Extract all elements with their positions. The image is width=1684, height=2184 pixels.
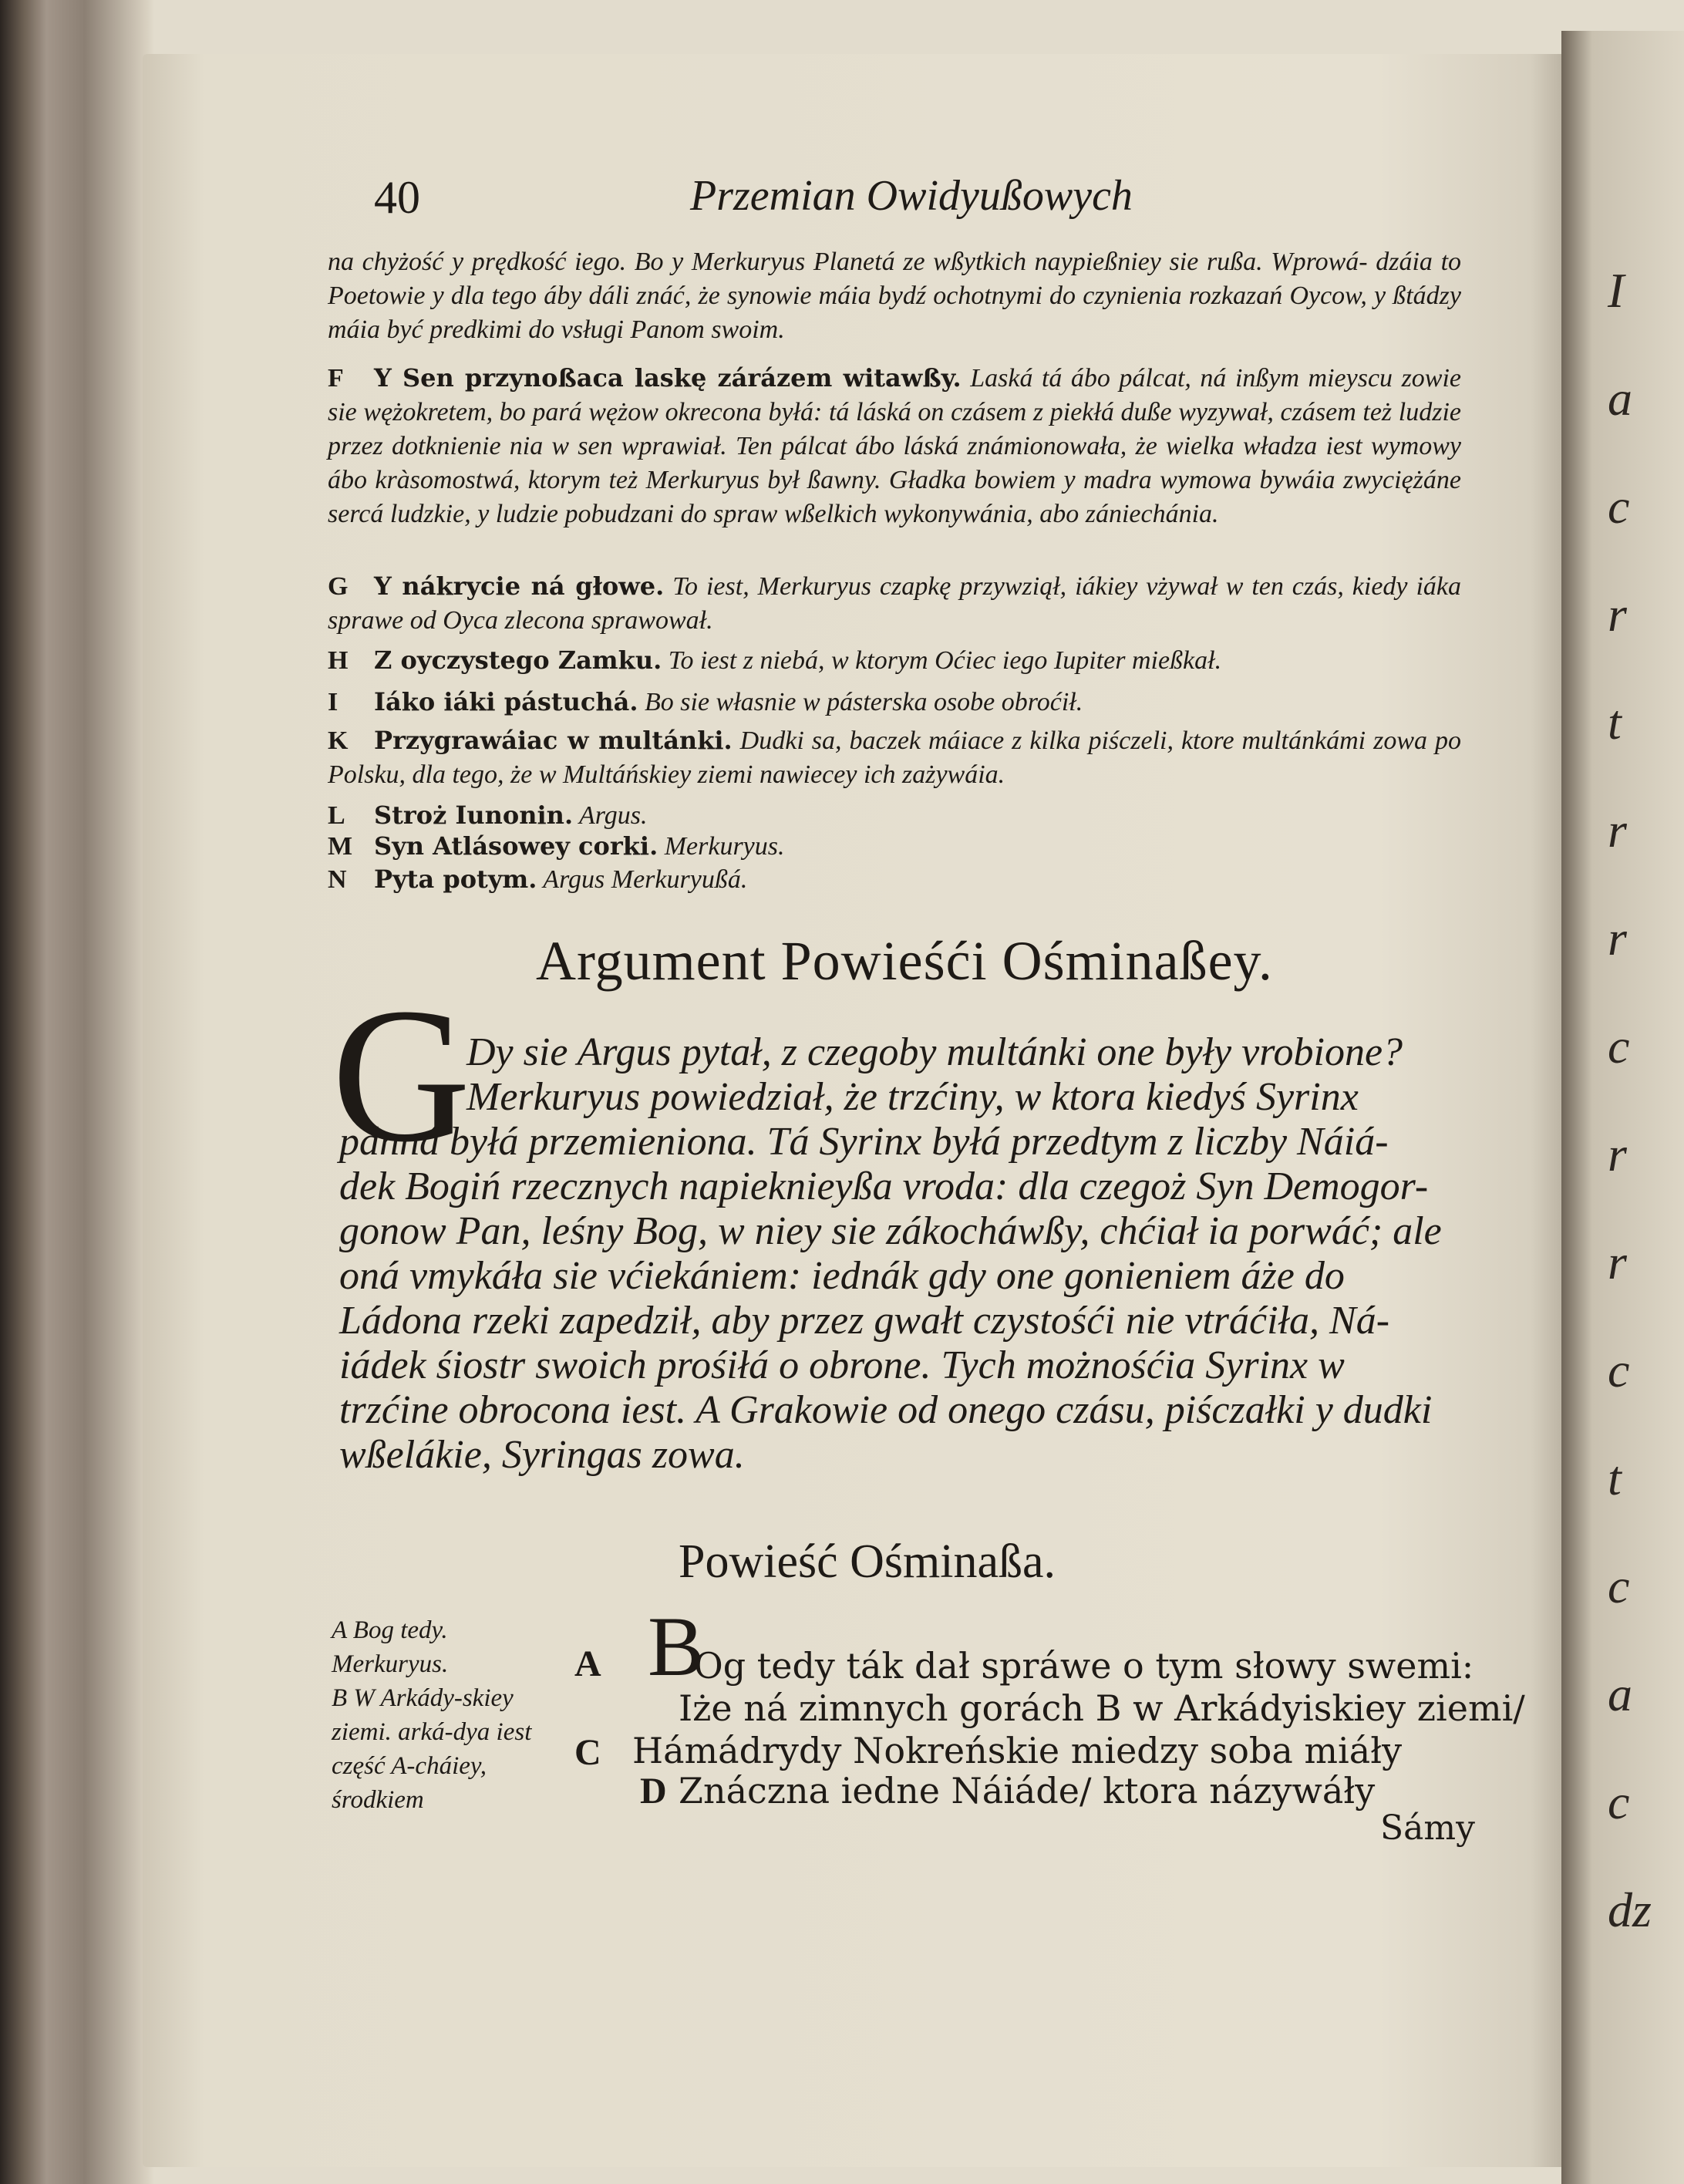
page-number: 40 <box>374 172 420 223</box>
facing-page-letter: a <box>1608 1667 1632 1721</box>
facing-page-letter: dz <box>1608 1882 1652 1937</box>
note-text: To iest, Merkuryus czapkę przywziął, iákiey vżywał w ten czás, kiedy iáka sprawe od Oyca zlecona sprawował. <box>328 572 1461 635</box>
note-mark: L <box>328 801 345 830</box>
argument-line: pánná byłá przemieniona. Tá Syrinx byłá przedtym z liczby Náiá- <box>339 1120 1389 1164</box>
note-text: Bo sie własnie w pásterska osobe obroćił. <box>645 688 1083 716</box>
margin-note-a: A Bog tedy. Merkuryus. <box>332 1616 449 1678</box>
note-lemma: Przygrawáiac w multánki. <box>374 726 733 755</box>
facing-page-letter: t <box>1608 695 1622 750</box>
note-lemma: Stroż Iunonin. <box>374 800 574 830</box>
facing-page-letter: r <box>1608 587 1627 642</box>
margin-letter: D <box>640 1771 667 1812</box>
intro-line: dzáia to Poetowie y dla tego áby dáli znáć, że synowie máia bydź ochotnymi do czynienia rozkazań <box>328 248 1462 310</box>
note-mark: M <box>328 832 353 861</box>
argument-line: gonow Pan, leśny Bog, w niey sie zákocháwßy, chćiał ia porwáć; ale <box>339 1209 1442 1253</box>
facing-page-letter: a <box>1608 371 1632 426</box>
note-mark: N <box>328 865 347 894</box>
argument-line: oná vmykáła sie vćiekániem: iednák gdy one gonieniem áże do <box>339 1254 1345 1298</box>
argument-title: Argument Powieśći Ośminaßey. <box>536 930 1273 992</box>
note-item <box>328 862 1461 897</box>
verse-line: Og tedy ták dał spráwe o tym słowy swemi: <box>694 1645 1474 1687</box>
facing-page-letter: c <box>1608 1775 1630 1829</box>
intro-paragraph <box>328 245 1461 347</box>
note-lemma: Y Sen przynoßaca laskę zárázem witawßy. <box>374 363 962 393</box>
note-item <box>328 569 1461 638</box>
note-item <box>328 685 1461 720</box>
margin-note-b: B W Arkády-skiey ziemi. arká-dya iest część A-cháiey, środkiem <box>332 1684 532 1814</box>
facing-page-letter: c <box>1608 1343 1630 1397</box>
note-item <box>328 829 1461 864</box>
argument-line: trzćine obrocona iest. A Grakowie od onego czásu, piśczałki y dudki <box>339 1388 1433 1432</box>
verse-line: Iże ná zimnych gorách B w Arkádyiskiey ziemi/ <box>679 1687 1525 1729</box>
facing-page-letter: r <box>1608 911 1627 966</box>
catchword: Sámy <box>1380 1808 1475 1848</box>
note-text: Dudki sa, baczek máiace z kilka piśczeli, ktore multánkámi zowa po Polsku, dla tego, że w Multáńskiey ziemi nawiecey ich zażywáia. <box>328 726 1462 789</box>
note-mark: F <box>328 364 344 393</box>
note-mark: H <box>328 646 349 675</box>
note-lemma: Iáko iáki pástuchá. <box>374 687 638 716</box>
facing-page-letter: c <box>1608 479 1630 534</box>
facing-page-letter: c <box>1608 1559 1630 1613</box>
note-item <box>328 723 1461 792</box>
running-title: Przemian Owidyußowych <box>690 172 1133 220</box>
verse-line: Hámádrydy Nokreńskie miedzy soba miáły <box>632 1730 1403 1771</box>
note-lemma: Pyta potym. <box>374 865 537 894</box>
argument-line: Merkuryus powiedział, że trzćiny, w ktora kiedyś Syrinx <box>466 1075 1359 1119</box>
margin-letter: C <box>574 1732 601 1773</box>
argument-line: wßelákie, Syringas zowa. <box>339 1433 745 1477</box>
facing-page-letter: I <box>1608 263 1625 318</box>
argument-line: Dy sie Argus pytał, z czegoby multánki one były vrobione? <box>466 1030 1403 1074</box>
note-lemma: Y nákrycie ná głowe. <box>374 571 665 601</box>
story-title: Powieść Ośminaßa. <box>679 1535 1056 1588</box>
margin-letter: A <box>574 1643 601 1684</box>
note-item <box>328 643 1461 678</box>
note-item <box>328 798 1461 833</box>
facing-page-edge <box>1561 31 1684 2184</box>
verse-line: Znáczna iedne Náiáde/ ktora názywáły <box>679 1770 1376 1812</box>
note-lemma: Z oyczystego Zamku. <box>374 645 662 675</box>
story-dropcap: B <box>648 1599 705 1694</box>
note-item <box>328 361 1461 531</box>
note-text: Argus. <box>578 801 648 830</box>
intro-line: Oycow, y ßtádzy máia być predkimi do vsługi Panom swoim. <box>328 281 1461 344</box>
note-text: Laská tá ábo pálcat, ná inßym mieyscu zowie sie wężokretem, bo pará wężow okrecona byłá: tá láská on czásem z piekłá duße wyzywał, czásem też ludzie przez dotknienie nia w sen wprawiał. Ten pálcat ábo láská známionowała, że wielka władza iest wymowy ábo kràsomostwá, ktorym też Merkuryus był ßawny. Gładka bowiem y madra wymowa bywáia zwyciężáne sercá ludzkie, y ludzie pobudzani do spraw wßelkich wykonywánia, abo zániechánia. <box>328 364 1462 528</box>
argument-line: dek Bogiń rzecznych napiekniеyßa vroda: dla czegoż Syn Demogor- <box>339 1164 1429 1208</box>
note-lemma: Syn Atlásowey corki. <box>374 831 658 861</box>
facing-page-letter: r <box>1608 803 1627 858</box>
note-text: Argus Merkuryußá. <box>543 865 748 894</box>
facing-page-letter: t <box>1608 1451 1622 1505</box>
facing-page-letter: r <box>1608 1127 1627 1181</box>
note-text: To iest z niebá, w ktorym Oćiec iego Iupiter mießkał. <box>668 646 1222 675</box>
intro-line: na chyżość y prędkość iego. Bo y Merkuryus Planetá ze wßytkich naypießniey sie rußa. Wprowá- <box>328 248 1368 276</box>
note-mark: K <box>328 726 349 755</box>
note-text: Merkuryus. <box>664 832 785 861</box>
note-mark: I <box>328 688 338 716</box>
argument-line: Ládona rzeki zapedził, aby przez gwałt czystośći nie vtráćiła, Ná- <box>339 1299 1390 1343</box>
argument-dropcap: G <box>332 969 471 1182</box>
argument-line: iádek śiostr swoich prośiłá o obrone. Tych możnośćia Syrinx w <box>339 1343 1345 1387</box>
facing-page-letter: c <box>1608 1019 1630 1073</box>
note-mark: G <box>328 572 349 601</box>
facing-page-letter: r <box>1608 1235 1627 1289</box>
